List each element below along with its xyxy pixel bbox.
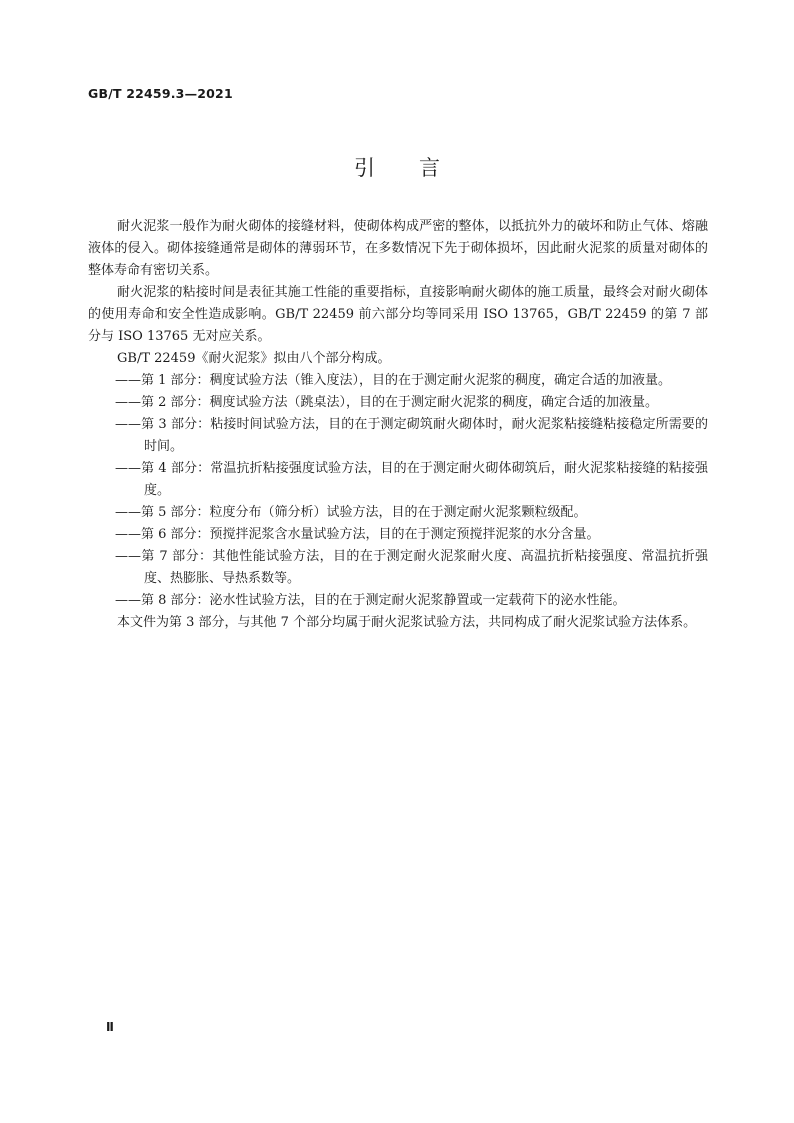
intro-paragraph-1: 耐火泥浆一般作为耐火砌体的接缝材料，使砌体构成严密的整体，以抵抗外力的破坏和防止气体、熔融液体的侵入。砌体接缝通常是砌体的薄弱环节，在多数情况下先于砌体损坏，因此耐火泥浆的质量对砌体的整体寿命有密切关系。 [88,219,708,278]
parts-list [88,370,708,612]
page-title: 引言 [354,156,484,180]
list-item-part-2: ——第 2 部分：稠度试验方法（跳桌法），目的在于测定耐火泥浆的稠度，确定合适的加液量。 [115,395,659,410]
list-item-part-8: ——第 8 部分：泌水性试验方法，目的在于测定耐火泥浆静置或一定载荷下的泌水性能。 [115,593,626,608]
list-item-part-7: ——第 7 部分：其他性能试验方法，目的在于测定耐火泥浆耐火度、高温抗折粘接强度、常温抗折强度、热膨胀、导热系数等。 [115,549,708,586]
closing-paragraph: 本文件为第 3 部分，与其他 7 个部分均属于耐火泥浆试验方法，共同构成了耐火泥浆试验方法体系。 [117,615,697,630]
list-item-part-5: ——第 5 部分：粒度分布（筛分析）试验方法，目的在于测定耐火泥浆颗粒级配。 [115,505,587,520]
page-number: Ⅱ [106,1020,114,1034]
list-item-part-4: ——第 4 部分：常温抗折粘接强度试验方法，目的在于测定耐火砌体砌筑后，耐火泥浆粘接缝的粘接强度。 [115,461,708,498]
list-item-part-6: ——第 6 部分：预搅拌泥浆含水量试验方法，目的在于测定预搅拌泥浆的水分含量。 [115,527,600,542]
document-body [88,216,708,634]
intro-paragraph-2: 耐火泥浆的粘接时间是表征其施工性能的重要指标，直接影响耐火砌体的施工质量，最终会对耐火砌体的使用寿命和安全性造成影响。GB/T 22459 前六部分均等同采用 ISO 13765，GB/T 22459 的第 7 部分与 ISO 13765 无对应关系。 [88,285,708,344]
intro-paragraph-3: GB/T 22459《耐火泥浆》拟由八个部分构成。 [117,351,391,366]
list-item-part-1: ——第 1 部分：稠度试验方法（锥入度法），目的在于测定耐火泥浆的稠度，确定合适的加液量。 [115,373,672,388]
list-item-part-3: ——第 3 部分：粘接时间试验方法，目的在于测定砌筑耐火砌体时，耐火泥浆粘接缝粘接稳定所需要的时间。 [115,417,708,454]
standard-code: GB/T 22459.3—2021 [88,86,233,101]
